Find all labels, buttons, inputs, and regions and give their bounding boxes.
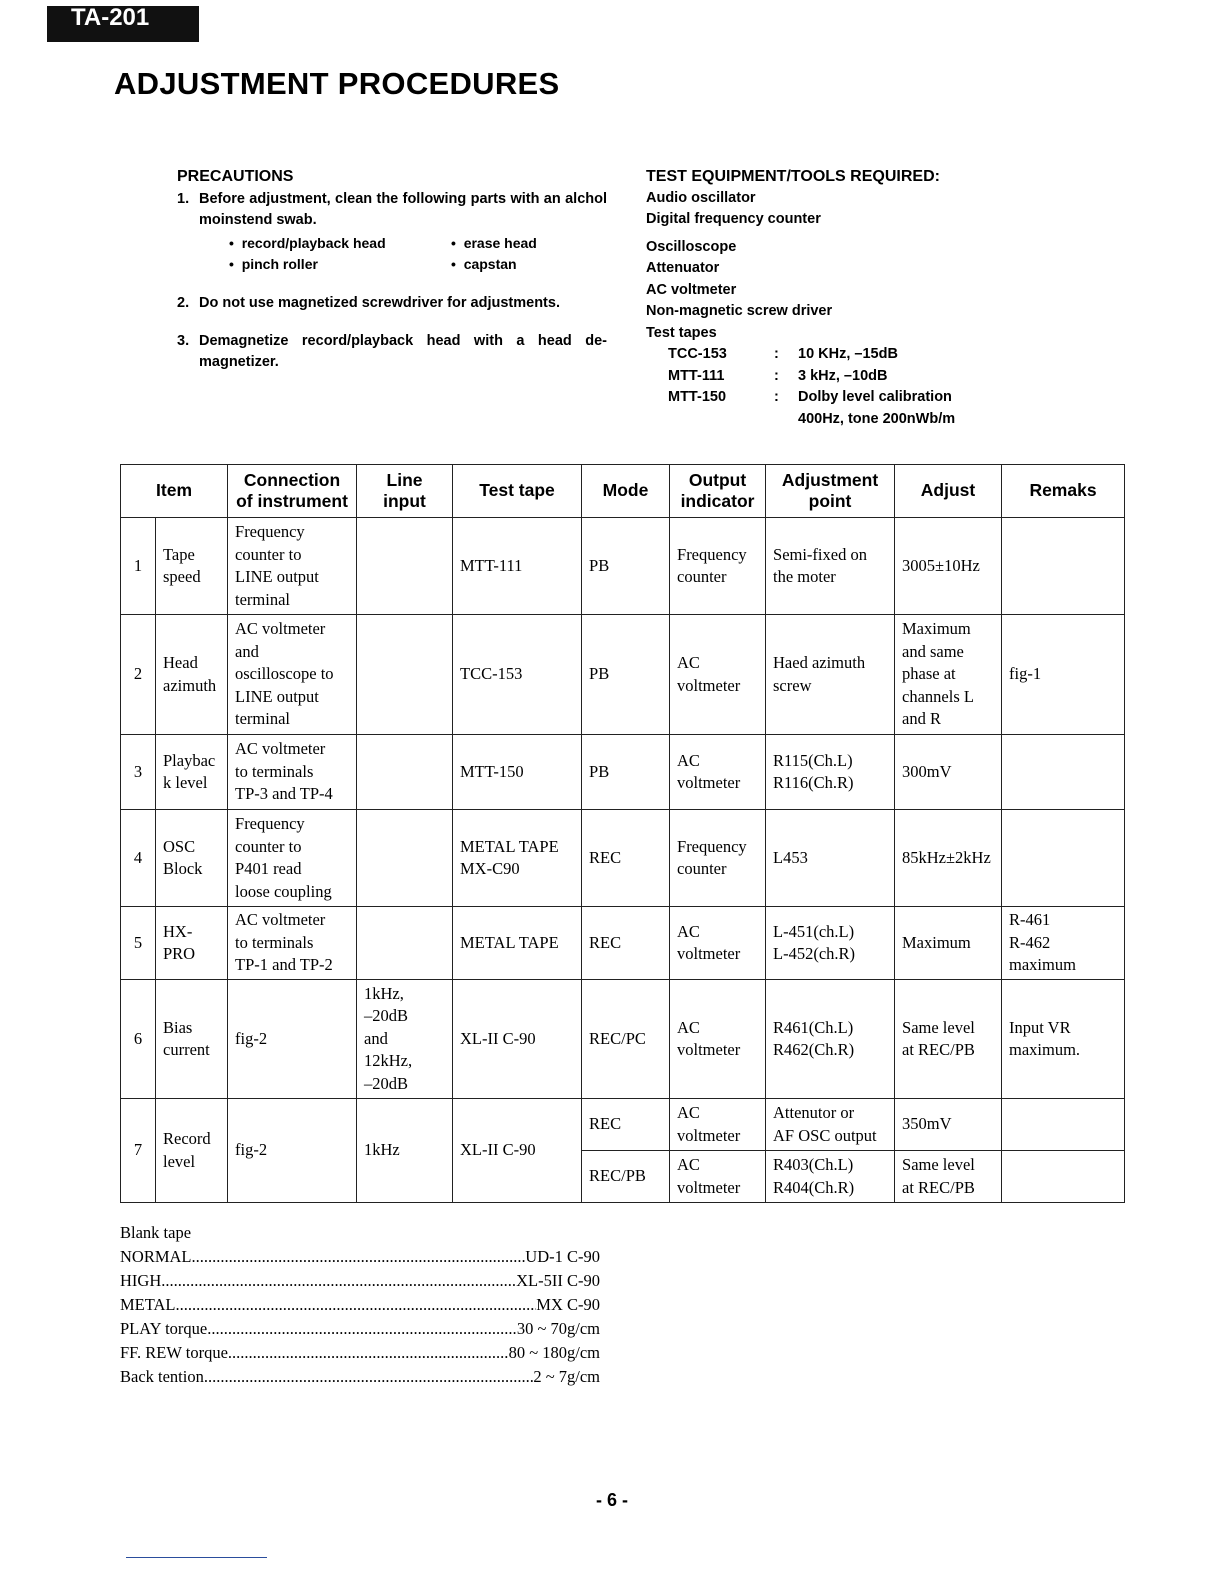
row-line-input [357, 615, 453, 735]
row-connection: AC voltmeter and oscilloscope to LINE output terminal [228, 615, 357, 735]
row-mode: PB [582, 518, 670, 615]
row-adjust: 300mV [895, 735, 1002, 810]
row-item: HX- PRO [156, 907, 228, 980]
test-tape-row: MTT-111 : 3 kHz, –10dB [668, 366, 1006, 388]
row-output: AC voltmeter [670, 1099, 766, 1151]
leader-dots [204, 1365, 533, 1389]
row-adjust: Same level at REC/PB [895, 980, 1002, 1099]
row-adjustment-point: Haed azimuth screw [766, 615, 895, 735]
col-header-test-tape: Test tape [453, 465, 582, 518]
row-mode: REC/PC [582, 980, 670, 1099]
row-adjust: Same level at REC/PB [895, 1151, 1002, 1203]
row-number: 4 [121, 810, 156, 907]
row-remarks [1002, 518, 1125, 615]
equipment-item: Test tapes [646, 324, 717, 341]
table-header-row [121, 465, 1125, 518]
precaution-text: Do not use magnetized screwdriver for adjustments. [199, 295, 560, 311]
row-remarks: Input VR maximum. [1002, 980, 1125, 1099]
row-output: AC voltmeter [670, 615, 766, 735]
row-remarks [1002, 1099, 1125, 1151]
row-test-tape: MTT-111 [453, 518, 582, 615]
row-output: AC voltmeter [670, 907, 766, 980]
row-connection: Frequency counter to P401 read loose coupling [228, 810, 357, 907]
row-adjust: 85kHz±2kHz [895, 810, 1002, 907]
spec-label: NORMAL [120, 1247, 192, 1266]
row-adjust: 350mV [895, 1099, 1002, 1151]
row-item: Record level [156, 1099, 228, 1203]
row-mode: PB [582, 735, 670, 810]
precaution-text: Demagnetize record/playback head with a head de- magnetizer. [199, 333, 607, 370]
spec-label: METAL [120, 1295, 176, 1314]
precaution-number: 2. [177, 295, 190, 311]
row-connection: AC voltmeter to terminals TP-3 and TP-4 [228, 735, 357, 810]
row-connection: fig-2 [228, 1099, 357, 1203]
row-mode: REC [582, 907, 670, 980]
test-tape-desc-line2: 400Hz, tone 200nWb/m [798, 410, 956, 427]
spec-value: XL-5II C-90 [516, 1271, 600, 1290]
row-adjustment-point: Semi-fixed on the moter [766, 518, 895, 615]
page-number: - 6 - [595, 1490, 628, 1510]
row-remarks [1002, 1151, 1125, 1203]
row-remarks [1002, 810, 1125, 907]
spec-label: PLAY torque [120, 1319, 208, 1338]
test-tape-desc: 3 kHz, –10dB [798, 367, 888, 384]
spec-row [120, 1365, 600, 1389]
row-connection: fig-2 [228, 980, 357, 1099]
leader-dots [228, 1341, 509, 1365]
row-adjustment-point: R461(Ch.L) R462(Ch.R) [766, 980, 895, 1099]
test-tape-name: MTT-111 [668, 367, 725, 384]
col-header-line-input: Line input [357, 465, 453, 518]
row-remarks: fig-1 [1002, 615, 1125, 735]
col-header-output: Output indicator [670, 465, 766, 518]
table-row [121, 1099, 1125, 1151]
test-tape-row: TCC-153 : 10 KHz, –15dB [668, 344, 1006, 366]
spec-value: 2 ~ 7g/cm [533, 1367, 600, 1386]
row-test-tape: METAL TAPE [453, 907, 582, 980]
spec-value: MX C-90 [536, 1295, 600, 1314]
table-row [121, 980, 1125, 1099]
row-test-tape: TCC-153 [453, 615, 582, 735]
precautions-heading: PRECAUTIONS [177, 168, 294, 185]
leader-dots [207, 1317, 517, 1341]
table-row [121, 810, 1125, 907]
col-header-remarks: Remaks [1002, 465, 1125, 518]
spec-row [120, 1269, 600, 1293]
row-adjustment-point: L453 [766, 810, 895, 907]
parts-list-item: • erase head [451, 233, 621, 254]
row-item: Tape speed [156, 518, 228, 615]
row-adjust: Maximum [895, 907, 1002, 980]
row-number: 6 [121, 980, 156, 1099]
spec-label: Back tention [120, 1367, 204, 1386]
row-test-tape: MTT-150 [453, 735, 582, 810]
row-output: Frequency counter [670, 810, 766, 907]
precaution-number: 3. [177, 333, 190, 349]
col-header-connection: Connection of instrument [228, 465, 357, 518]
test-tape-row [668, 409, 1006, 431]
row-output: AC voltmeter [670, 735, 766, 810]
spec-row [120, 1317, 600, 1341]
row-mode: REC [582, 810, 670, 907]
table-row [121, 518, 1125, 615]
equipment-item: AC voltmeter [646, 281, 737, 298]
row-test-tape: METAL TAPE MX-C90 [453, 810, 582, 907]
row-mode: PB [582, 615, 670, 735]
row-remarks: R-461 R-462 maximum [1002, 907, 1125, 980]
row-mode: REC [582, 1099, 670, 1151]
row-adjustment-point: R115(Ch.L) R116(Ch.R) [766, 735, 895, 810]
test-tape-row: MTT-150 : Dolby level calibration [668, 387, 1006, 409]
row-number: 2 [121, 615, 156, 735]
col-header-adjustment-point: Adjustment point [766, 465, 895, 518]
row-output: AC voltmeter [670, 980, 766, 1099]
leader-dots [176, 1293, 537, 1317]
row-test-tape: XL-II C-90 [453, 980, 582, 1099]
row-item: Head azimuth [156, 615, 228, 735]
row-line-input [357, 810, 453, 907]
leader-dots [192, 1245, 526, 1269]
equipment-section [646, 166, 1006, 430]
model-tag: TA-201 [47, 6, 199, 42]
equipment-item: Digital frequency counter [646, 211, 821, 227]
precaution-item [177, 331, 607, 373]
footer-rule [126, 1557, 267, 1558]
col-header-adjust: Adjust [895, 465, 1002, 518]
row-connection: Frequency counter to LINE output terminal [228, 518, 357, 615]
table-row [121, 615, 1125, 735]
equipment-heading: TEST EQUIPMENT/TOOLS REQUIRED: [646, 168, 940, 185]
tape-specs [120, 1221, 600, 1389]
row-adjustment-point: Attenutor or AF OSC output [766, 1099, 895, 1151]
row-number: 3 [121, 735, 156, 810]
spec-value: 80 ~ 180g/cm [508, 1343, 600, 1362]
row-line-input [357, 735, 453, 810]
col-header-mode: Mode [582, 465, 670, 518]
row-adjustment-point: R403(Ch.L) R404(Ch.R) [766, 1151, 895, 1203]
row-number: 5 [121, 907, 156, 980]
equipment-item: Audio oscillator [646, 189, 756, 206]
row-test-tape: XL-II C-90 [453, 1099, 582, 1203]
precaution-item [177, 293, 607, 314]
adjustment-table [120, 464, 1125, 1203]
col-header-item: Item [121, 465, 228, 518]
spec-row [120, 1245, 600, 1269]
row-output: Frequency counter [670, 518, 766, 615]
row-line-input [357, 518, 453, 615]
row-item: OSC Block [156, 810, 228, 907]
row-number: 7 [121, 1099, 156, 1203]
table-row [121, 735, 1125, 810]
test-tape-name: TCC-153 [668, 346, 727, 362]
precaution-number: 1. [177, 191, 190, 207]
precautions-section [177, 166, 607, 373]
row-output: AC voltmeter [670, 1151, 766, 1203]
spec-row [120, 1293, 600, 1317]
precaution-text: Before adjustment, clean the following parts with an alchol moinstend swab. [199, 191, 607, 228]
parts-list-item: • record/playback head [229, 233, 451, 254]
test-tape-list [668, 344, 1006, 430]
table-row [121, 907, 1125, 980]
row-connection: AC voltmeter to terminals TP-1 and TP-2 [228, 907, 357, 980]
test-tape-name: MTT-150 [668, 389, 727, 405]
spec-row [120, 1341, 600, 1365]
row-remarks [1002, 735, 1125, 810]
leader-dots [161, 1269, 516, 1293]
spec-value: 30 ~ 70g/cm [516, 1319, 600, 1338]
parts-list-item: • pinch roller [229, 254, 451, 275]
page-title: ADJUSTMENT PROCEDURES [114, 66, 560, 101]
row-number: 1 [121, 518, 156, 615]
row-item: Bias current [156, 980, 228, 1099]
row-mode: REC/PB [582, 1151, 670, 1203]
row-adjust: Maximum and same phase at channels L and R [895, 615, 1002, 735]
equipment-item: Oscilloscope [646, 238, 737, 255]
row-line-input: 1kHz, –20dB and 12kHz, –20dB [357, 980, 453, 1099]
specs-title: Blank tape [120, 1223, 192, 1242]
row-item: Playbac k level [156, 735, 228, 810]
parts-list [229, 233, 607, 275]
spec-label: HIGH [120, 1271, 162, 1290]
precaution-item [177, 189, 607, 231]
test-tape-desc: Dolby level calibration [798, 389, 952, 405]
spec-label: FF. REW torque [120, 1343, 228, 1362]
row-adjust: 3005±10Hz [895, 518, 1002, 615]
row-line-input: 1kHz [357, 1099, 453, 1203]
row-adjustment-point: L-451(ch.L) L-452(ch.R) [766, 907, 895, 980]
spec-value: UD-1 C-90 [525, 1247, 600, 1266]
parts-list-item: • capstan [451, 254, 621, 275]
row-line-input [357, 907, 453, 980]
equipment-item: Attenuator [646, 260, 720, 276]
equipment-item: Non-magnetic screw driver [646, 303, 833, 319]
test-tape-desc: 10 KHz, –15dB [798, 346, 898, 362]
